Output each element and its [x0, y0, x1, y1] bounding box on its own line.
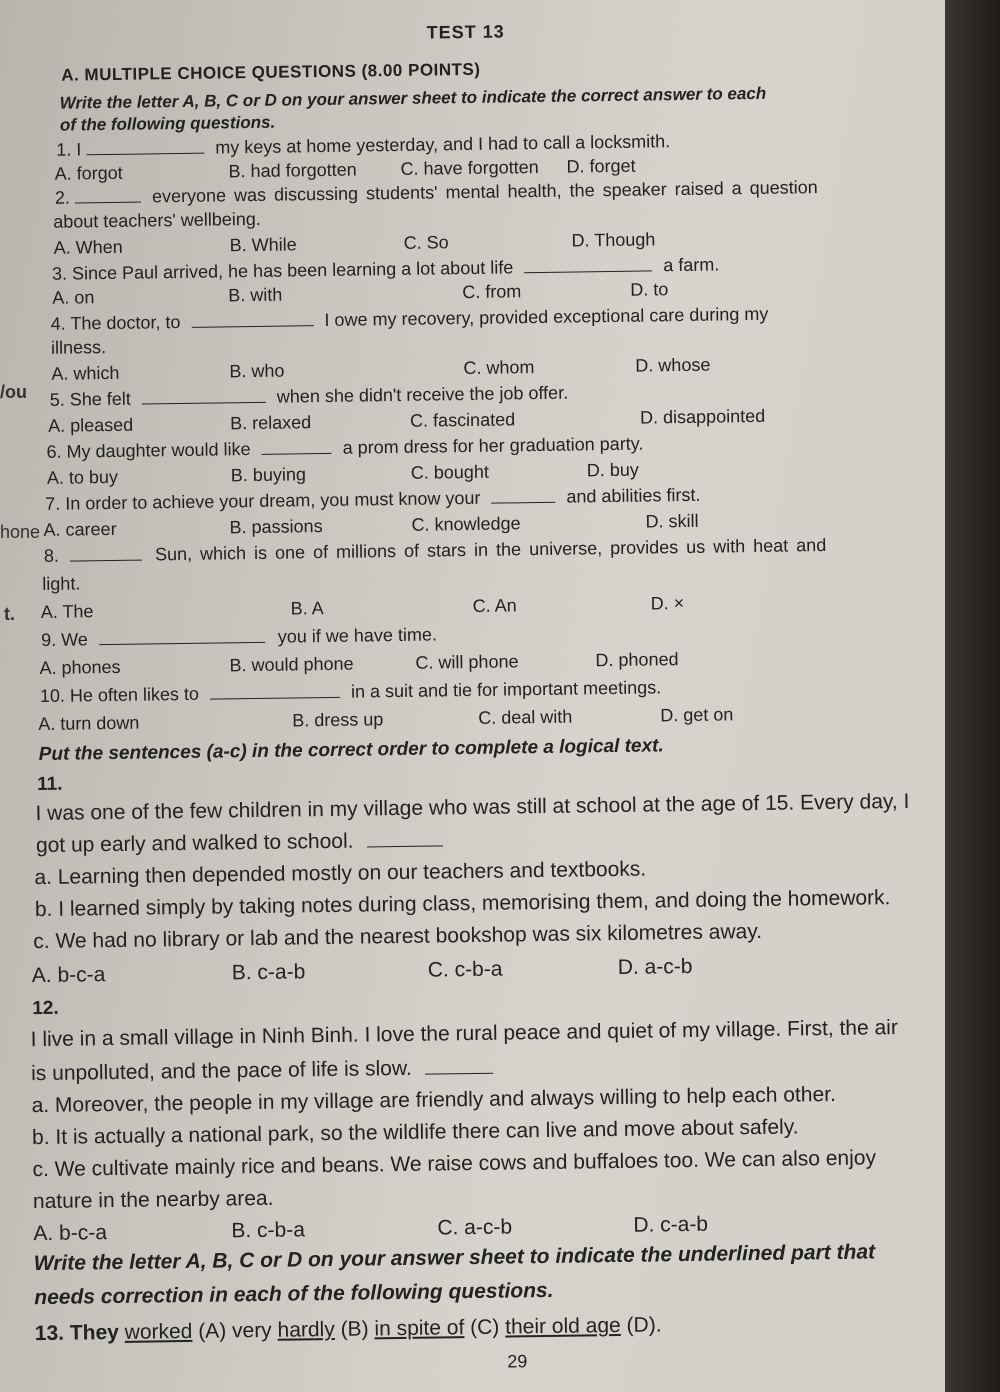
- option-a: A. pleased: [47, 414, 134, 436]
- question-5: [50, 383, 569, 411]
- option-c: C. will phone: [415, 651, 519, 673]
- question-text: my keys at home yesterday, and I had to call a locksmith.: [215, 131, 671, 158]
- option-b: B. c-b-a: [231, 1218, 306, 1243]
- option-d: D. whose: [635, 354, 711, 376]
- answer-blank: [491, 488, 555, 504]
- option-a: A. forgot: [54, 162, 123, 184]
- question-number: 6. My daughter would like: [46, 439, 251, 462]
- question-number: 13. They: [34, 1320, 120, 1346]
- question-text: in a suit and tie for important meetings.: [350, 677, 662, 702]
- option-d: D. c-a-b: [633, 1212, 709, 1237]
- sentence-c: c. We cultivate mainly rice and beans. We raise cows and buffaloes too. We can also enjoy: [32, 1146, 877, 1182]
- underlined-part-d: their old age: [505, 1313, 621, 1339]
- instruction-line: Write the letter A, B, C or D on your answer sheet to indicate the correct answer to each: [59, 83, 767, 113]
- option-b: B. dress up: [292, 709, 384, 731]
- page-edge-shadow: [945, 0, 1000, 1392]
- question-continuation: light.: [42, 573, 81, 594]
- option-a: A. phones: [39, 656, 121, 679]
- part-label: (A) very: [198, 1318, 272, 1343]
- question-number: 1. I: [56, 139, 82, 160]
- option-b: B. A: [290, 598, 324, 619]
- question-3: [52, 254, 720, 284]
- page-number: 29: [507, 1351, 528, 1372]
- passage-text: got up early and walked to school.: [35, 829, 354, 858]
- margin-fragment: /ou: [0, 382, 27, 402]
- question-text: everyone was discussing students' mental health, the speaker raised a question: [151, 177, 818, 207]
- sentence-b: b. It is actually a national park, so the wildlife there can live and move about safely.: [31, 1115, 799, 1150]
- question-text: and abilities first.: [566, 484, 701, 507]
- part-label: (C): [470, 1315, 500, 1340]
- answer-blank: [142, 388, 266, 405]
- option-c: C. whom: [463, 357, 535, 379]
- question-continuation: illness.: [50, 337, 107, 358]
- question-4: [51, 304, 769, 335]
- option-d: D. ×: [650, 593, 685, 614]
- question-number: 3. Since Paul arrived, he has been learning a lot about life: [51, 257, 514, 284]
- option-b: B. buying: [230, 464, 307, 486]
- answer-blank: [367, 831, 443, 847]
- question-number: 7. In order to achieve your dream, you must know your: [45, 487, 481, 514]
- option-a: A. on: [52, 287, 95, 308]
- option-d: D. buy: [586, 459, 639, 481]
- option-c: C. deal with: [478, 706, 573, 728]
- option-a: A. to buy: [46, 466, 119, 488]
- part-label: (D).: [626, 1313, 662, 1337]
- option-b: B. While: [229, 234, 297, 256]
- question-12-options: [33, 1212, 753, 1246]
- question-6: [46, 434, 643, 463]
- option-d: D. skill: [645, 510, 699, 532]
- instruction-line: Write the letter A, B, C or D on your answer sheet to indicate the underlined part that: [33, 1240, 876, 1276]
- question-10: [40, 677, 662, 707]
- option-b: B. who: [229, 360, 285, 382]
- question-13: [35, 1313, 662, 1346]
- test-title: TEST 13: [426, 21, 505, 43]
- option-b: B. c-a-b: [231, 960, 306, 985]
- option-b: B. had forgotten: [228, 159, 357, 182]
- instruction-line: Put the sentences (a-c) in the correct order to complete a logical text.: [38, 735, 664, 766]
- question-number: 8.: [43, 545, 60, 566]
- underlined-part-b: hardly: [277, 1317, 335, 1342]
- part-label: (B): [340, 1317, 369, 1341]
- option-c: C. c-b-a: [427, 957, 503, 982]
- sentence-c-continuation: nature in the nearby area.: [32, 1186, 274, 1214]
- answer-blank: [191, 311, 313, 328]
- answer-blank: [70, 546, 142, 562]
- option-c: C. knowledge: [411, 513, 521, 535]
- answer-blank: [75, 188, 141, 204]
- answer-blank: [210, 683, 340, 700]
- question-number: 2.: [54, 187, 71, 208]
- sentence-a: a. Learning then depended mostly on our teachers and textbooks.: [34, 857, 647, 890]
- answer-blank: [524, 256, 652, 273]
- sentence-b: b. I learned simply by taking notes during class, memorising them, and doing the homework.: [34, 886, 891, 922]
- section-a-heading: A. MULTIPLE CHOICE QUESTIONS (8.00 POINTS): [61, 59, 481, 85]
- option-b: B. would phone: [229, 653, 354, 676]
- question-text: Sun, which is one of millions of stars in the universe, provides us with heat and: [154, 535, 827, 565]
- option-b: B. passions: [229, 516, 323, 538]
- option-c: C. fascinated: [409, 409, 516, 431]
- option-c: C. from: [462, 281, 522, 303]
- question-text: a farm.: [663, 254, 720, 276]
- option-d: D. Though: [571, 229, 656, 251]
- option-a: A. career: [43, 518, 117, 540]
- option-d: D. phoned: [595, 649, 679, 671]
- option-a: A. When: [53, 236, 123, 258]
- option-c: C. bought: [410, 461, 490, 483]
- question-4-options: [51, 354, 751, 384]
- question-11-options: [31, 954, 752, 988]
- passage-line: I live in a small village in Ninh Binh. I love the rural peace and quiet of my village. First, the air: [30, 1016, 899, 1052]
- question-continuation: about teachers' wellbeing.: [53, 208, 261, 232]
- passage-line: [31, 1056, 494, 1086]
- option-d: D. to: [630, 279, 669, 300]
- margin-fragment: t.: [4, 604, 15, 624]
- underlined-part-c: in spite of: [374, 1316, 465, 1341]
- margin-fragment: hone: [0, 522, 41, 542]
- option-a: A. turn down: [38, 712, 140, 735]
- option-d: D. disappointed: [639, 405, 766, 428]
- question-number: 5. She felt: [49, 388, 131, 410]
- option-d: D. get on: [660, 704, 734, 726]
- question-text: when she didn't receive the job offer.: [276, 382, 569, 407]
- option-b: B. relaxed: [229, 412, 312, 434]
- option-d: D. a-c-b: [617, 954, 693, 979]
- option-b: B. with: [228, 284, 283, 306]
- option-a: A. b-c-a: [31, 963, 106, 988]
- question-8: [44, 535, 827, 567]
- question-7: [45, 485, 701, 515]
- question-2: [55, 177, 818, 209]
- instruction-line: of the following questions.: [59, 112, 276, 135]
- passage-line: [36, 828, 444, 858]
- option-c: C. a-c-b: [437, 1215, 513, 1240]
- question-text: a prom dress for her graduation party.: [342, 433, 644, 458]
- option-c: C. An: [472, 595, 517, 616]
- question-9: [41, 624, 437, 651]
- question-number: 4. The doctor, to: [50, 312, 181, 334]
- option-a: A. which: [51, 362, 120, 384]
- answer-blank: [425, 1059, 493, 1075]
- question-text: I owe my recovery, provided exceptional care during my: [324, 303, 769, 330]
- option-c: C. So: [403, 232, 449, 253]
- answer-blank: [86, 139, 204, 156]
- question-number: 9. We: [40, 629, 88, 650]
- sentence-a: a. Moreover, the people in my village are friendly and always willing to help each other.: [31, 1082, 837, 1118]
- question-text: you if we have time.: [277, 624, 438, 647]
- question-8-options: [40, 592, 741, 622]
- question-number: 12.: [32, 997, 59, 1020]
- passage-text: is unpolluted, and the pace of life is slow.: [31, 1056, 412, 1086]
- option-c: C. have forgotten: [400, 156, 539, 179]
- option-a: A. The: [40, 601, 94, 622]
- option-a: A. b-c-a: [33, 1221, 108, 1246]
- instruction-line: needs correction in each of the following questions.: [34, 1278, 554, 1310]
- question-number: 10. He often likes to: [39, 683, 200, 707]
- sentence-c: c. We had no library or lab and the nearest bookshop was six kilometres away.: [33, 919, 763, 954]
- answer-blank: [261, 439, 331, 455]
- answer-blank: [99, 628, 265, 645]
- question-number: 11.: [36, 773, 63, 796]
- option-d: D. forget: [566, 155, 636, 177]
- underlined-part-a: worked: [124, 1319, 193, 1344]
- passage-line: I was one of the few children in my village who was still at school at the age of 15. Every day, I: [35, 789, 910, 826]
